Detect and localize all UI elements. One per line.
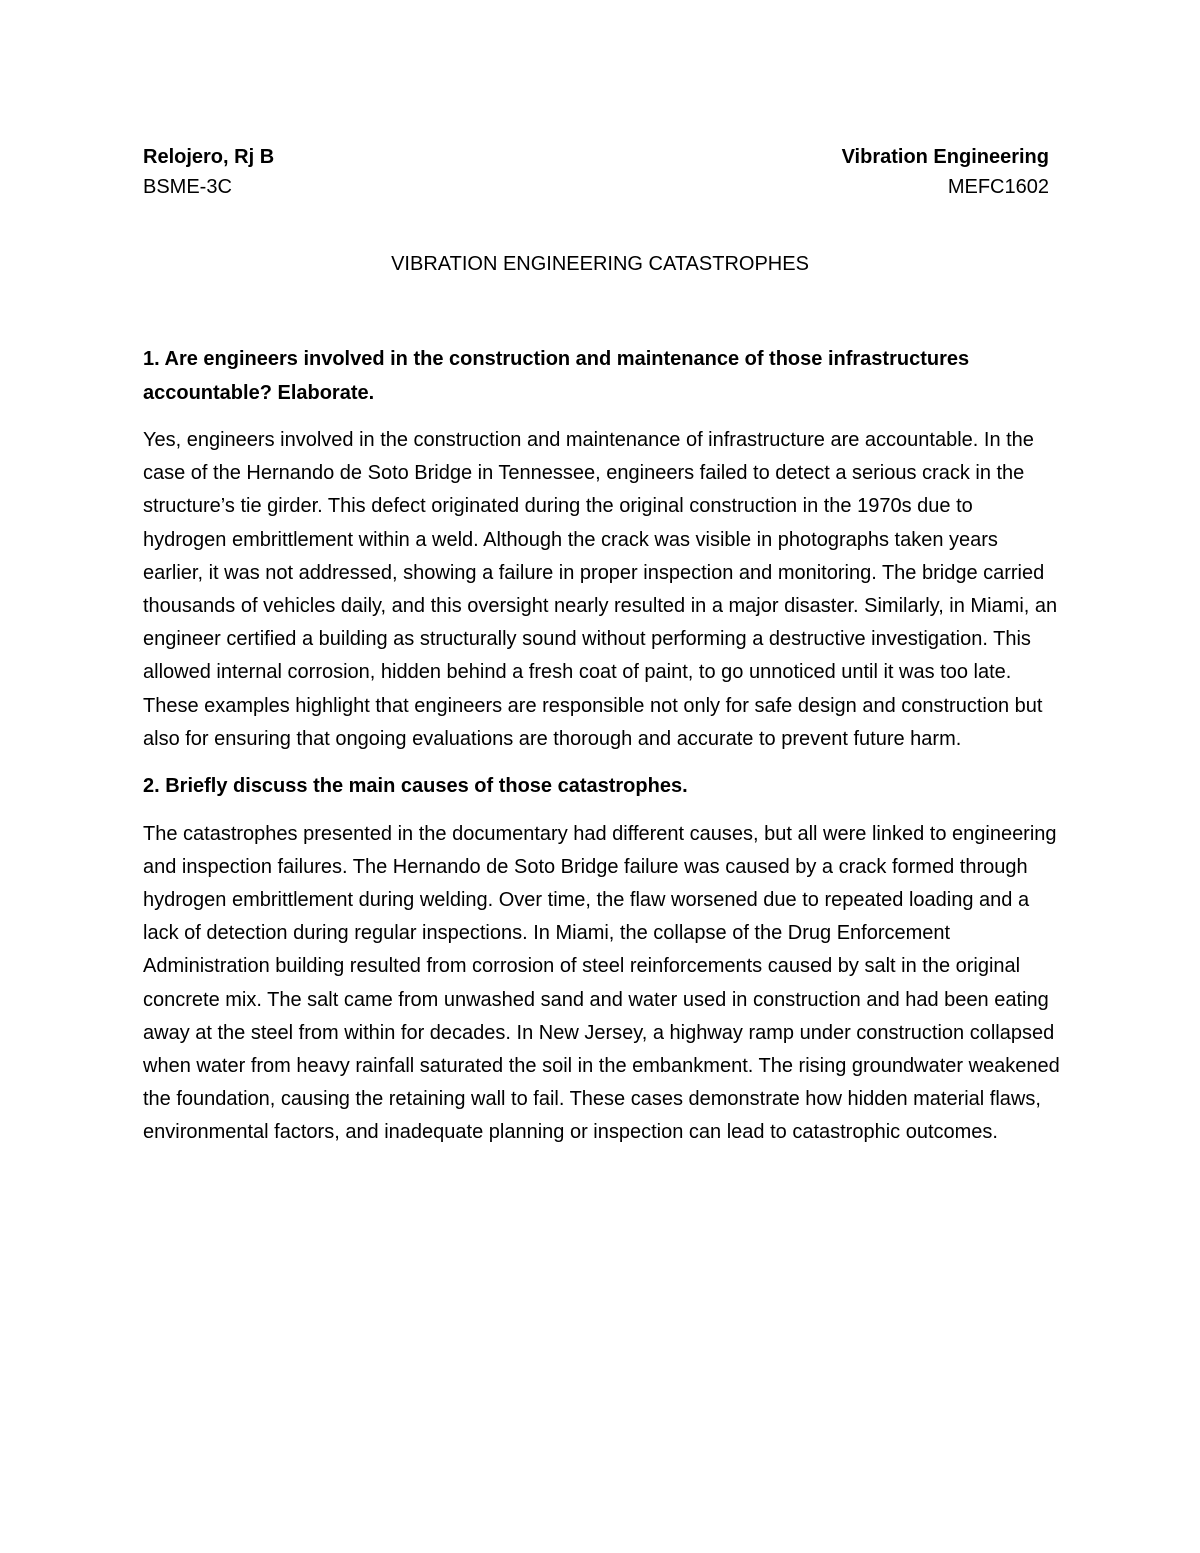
header-row-top — [143, 143, 1049, 171]
student-name: Relojero, Rj B — [143, 146, 275, 168]
document-body — [143, 343, 1061, 1164]
question-1: 1. Are engineers involved in the construction and maintenance of those infrastructures accountable? Elaborate. — [143, 348, 970, 404]
question-2: 2. Briefly discuss the main causes of those catastrophes. — [143, 775, 688, 798]
subject-name: Vibration Engineering — [841, 146, 1049, 168]
subject-code: MEFC1602 — [947, 176, 1049, 198]
course-section: BSME-3C — [143, 176, 232, 198]
header-row-bottom — [143, 173, 1049, 201]
answer-1: Yes, engineers involved in the construction and maintenance of infrastructure are accountable. In the case of the Hernando de Soto Bridge in Tennessee, engineers failed to detect a serious crack in the structure’s tie girder. This defect originated during the original construction in the 1970s due to hydrogen embrittlement within a weld. Although the crack was visible in photographs taken years earlier, it was not addressed, showing a failure in proper inspection and monitoring. The bridge carried thousands of vehicles daily, and this oversight nearly resulted in a major disaster. Similarly, in Miami, an engineer certified a building as structurally sound without performing a destructive investigation. This allowed internal corrosion, hidden behind a fresh coat of paint, to go unnoticed until it was too late. These examples highlight that engineers are responsible not only for safe design and construction but also for ensuring that ongoing evaluations are thorough and accurate to prevent future harm. — [143, 429, 1058, 750]
answer-2: The catastrophes presented in the documentary had different causes, but all were linked to engineering and inspection failures. The Hernando de Soto Bridge failure was caused by a crack formed through hydrogen embrittlement during welding. Over time, the flaw worsened due to repeated loading and a lack of detection during regular inspections. In Miami, the collapse of the Drug Enforcement Administration building resulted from corrosion of steel reinforcements caused by salt in the original concrete mix. The salt came from unwashed sand and water used in construction and had been eating away at the steel from within for decades. In New Jersey, a highway ramp under construction collapsed when water from heavy rainfall saturated the soil in the embankment. The rising groundwater weakened the foundation, causing the retaining wall to fail. These cases demonstrate how hidden material flaws, environmental factors, and inadequate planning or inspection can lead to catastrophic outcomes. — [143, 822, 1060, 1144]
document-title: VIBRATION ENGINEERING CATASTROPHES — [391, 253, 809, 275]
